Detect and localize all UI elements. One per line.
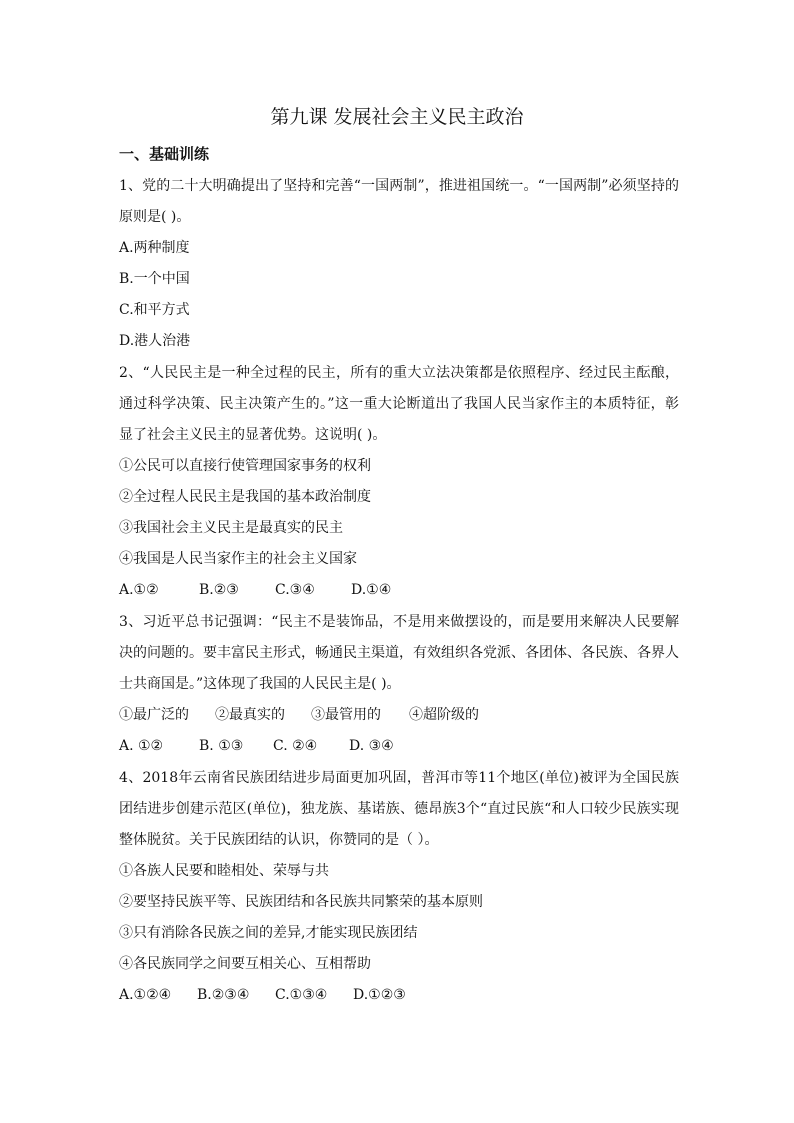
question-1-option-d: D.港人治港 (119, 333, 191, 349)
question-1-option-a: A.两种制度 (119, 240, 190, 256)
question-2-stem: 2、“人民民主是一种全过程的民主，所有的重大立法决策都是依照程序、经过民主酝酿，通过科学决策、民主决策产生的。”这一重大论断道出了我国人民当家作主的本质特征，彰显了社会主义民主的显著优势。这说明( )。 (119, 365, 679, 443)
question-4-option-a: A.①②④ (119, 987, 172, 1003)
question-4-option-c: C.①③④ (275, 987, 328, 1003)
section-heading: 一、基础训练 (119, 145, 210, 163)
question-3-statement-4: ④超阶级的 (409, 707, 479, 723)
question-3-option-a: A. ①② (119, 738, 164, 754)
question-2-option-b: B.②③ (199, 582, 239, 598)
question-4-statement-1: ①各族人民要和睦相处、荣辱与共 (119, 863, 329, 879)
question-3-statement-3: ③最管用的 (311, 707, 381, 723)
question-3-option-b: B. ①③ (199, 738, 244, 754)
question-3-statements (119, 704, 479, 726)
question-4-stem: 4、2018年云南省民族团结进步局面更加巩固，普洱市等11个地区(单位)被评为全国民族团结进步创建示范区(单位)，独龙族、基诺族、德昂族3个“直过民族“和人口较少民族实现整体脱贫。关于民族团结的认识，你赞同的是（ ）。 (119, 770, 679, 848)
question-4-statement-4: ④各民族同学之间要互相关心、互相帮助 (119, 956, 371, 972)
question-1-option-b: B.一个中国 (119, 271, 190, 287)
question-4-statement-2: ②要坚持民族平等、民族团结和各民族共同繁荣的基本原则 (119, 894, 483, 910)
question-4-option-d: D.①②③ (353, 987, 406, 1003)
question-3-option-c: C. ②④ (273, 738, 318, 754)
question-2-statement-4: ④我国是人民当家作主的社会主义国家 (119, 551, 357, 567)
page-title: 第九课 发展社会主义民主政治 (270, 106, 524, 128)
question-4-options (119, 984, 406, 1006)
question-2-statement-1: ①公民可以直接行使管理国家事务的权利 (119, 458, 371, 474)
question-3-stem: 3、习近平总书记强调：“民主不是装饰品，不是用来做摆设的，而是要用来解决人民要解决的问题的。要丰富民主形式，畅通民主渠道，有效组织各党派、各团体、各民族、各界人士共商国是。”这体现了我国的人民民主是( )。 (119, 614, 679, 692)
question-2-option-d: D.①④ (351, 582, 392, 598)
question-4-statement-3: ③只有消除各民族之间的差异,才能实现民族团结 (119, 925, 418, 941)
question-3-options (119, 735, 394, 757)
question-4-option-b: B.②③④ (197, 987, 250, 1003)
question-2-statement-2: ②全过程人民民主是我国的基本政治制度 (119, 489, 371, 505)
question-2-options (119, 579, 391, 601)
question-3-statement-2: ②最真实的 (215, 707, 285, 723)
question-2-option-c: C.③④ (275, 582, 315, 598)
question-2-statement-3: ③我国社会主义民主是最真实的民主 (119, 520, 343, 536)
question-2-option-a: A.①② (119, 582, 159, 598)
question-1-option-c: C.和平方式 (119, 302, 190, 318)
question-3-option-d: D. ③④ (349, 738, 394, 754)
question-3-statement-1: ①最广泛的 (119, 707, 189, 723)
question-1-stem: 1、党的二十大明确提出了坚持和完善“一国两制”，推进祖国统一。“一国两制”必须坚持的原则是( )。 (119, 178, 679, 225)
